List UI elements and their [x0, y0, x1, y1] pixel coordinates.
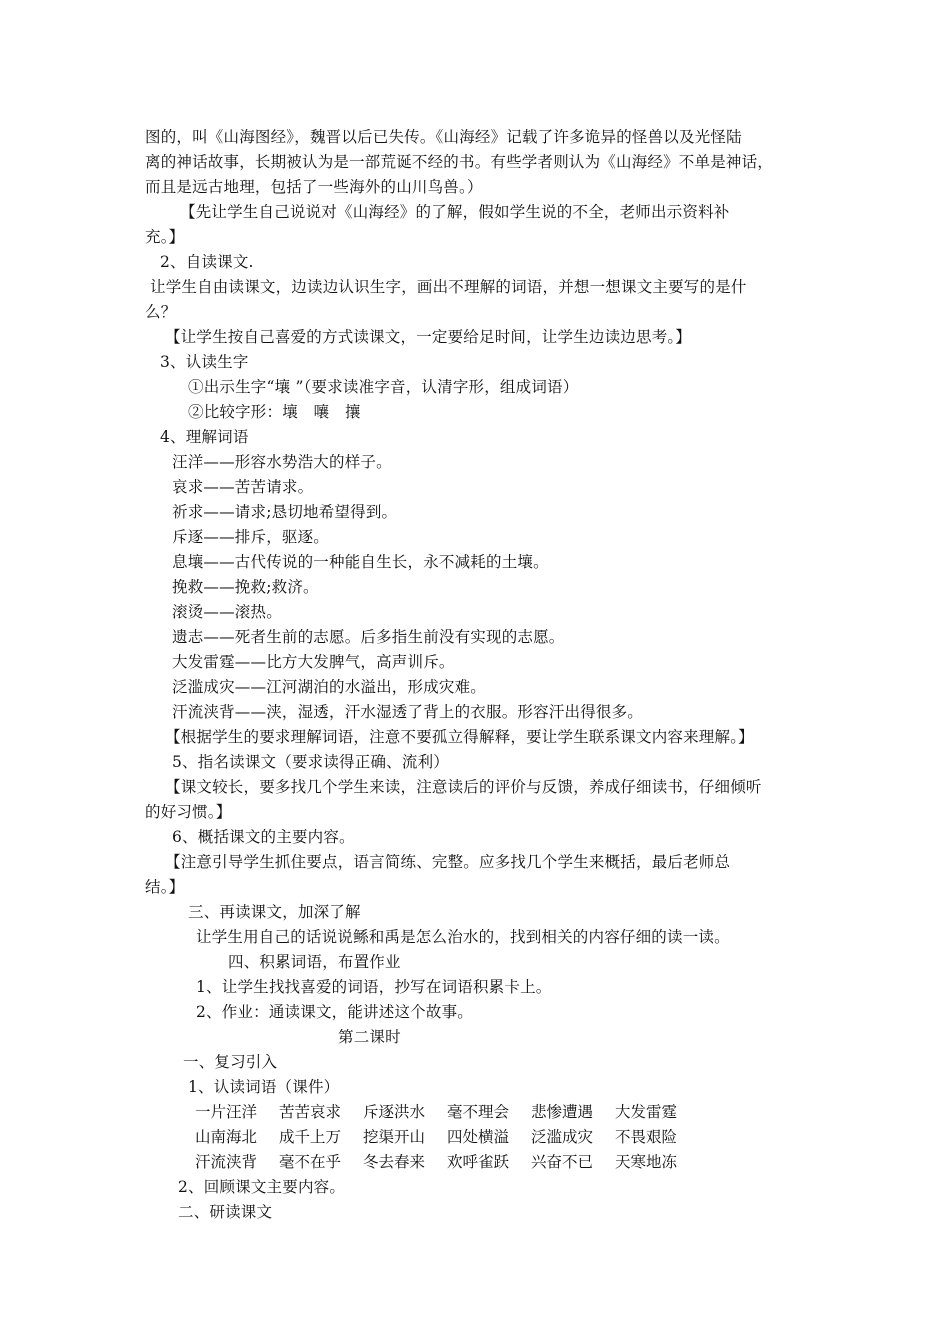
- vocab-definition: 泛滥成灾——江河湖泊的水溢出，形成灾难。: [172, 678, 487, 696]
- vocab-definition: 遗志——死者生前的志愿。后多指生前没有实现的志愿。: [172, 628, 565, 646]
- paragraph-line: ①出示生字“壤 ”（要求读准字音，认清字形，组成词语）: [188, 378, 579, 396]
- section-heading: 1、认读词语（课件）: [188, 1078, 340, 1096]
- vocab-definition: 汗流浃背——浃，湿透，汗水湿透了背上的衣服。形容汗出得很多。: [172, 703, 644, 721]
- teacher-note: 【先让学生自己说说对《山海经》的了解，假如学生说的不全，老师出示资料补: [180, 203, 730, 221]
- paragraph-line: 而且是远古地理，包括了一些海外的山川鸟兽。）: [145, 178, 483, 196]
- vocab-row: [195, 1102, 699, 1122]
- paragraph-line: 2、作业：通读课文，能讲述这个故事。: [196, 1003, 473, 1021]
- vocab-word: 斥逐洪水: [363, 1103, 426, 1121]
- vocab-definition: 汪洋——形容水势浩大的样子。: [172, 453, 392, 471]
- teacher-note: 【让学生按自己喜爱的方式读课文，一定要给足时间，让学生边读边思考。】: [165, 328, 692, 346]
- vocab-definition: 斥逐——排斥，驱逐。: [172, 528, 330, 546]
- vocab-definition: 哀求——苦苦请求。: [172, 478, 314, 496]
- paragraph-line: 图的，叫《山海图经》，魏晋以后已失传。《山海经》记载了许多诡异的怪兽以及光怪陆: [145, 128, 742, 146]
- vocab-definition: 挽救——挽救;救济。: [172, 578, 319, 596]
- section-heading: 5、指名读课文（要求读得正确、流利）: [172, 753, 449, 771]
- vocab-word: 大发雷霆: [615, 1103, 678, 1121]
- vocab-row: [195, 1127, 699, 1147]
- vocab-definition: 滚烫——滚热。: [172, 603, 282, 621]
- teacher-note: 的好习惯。】: [145, 803, 232, 821]
- vocab-word: 汗流浃背: [195, 1153, 258, 1171]
- vocab-word: 成千上万: [279, 1128, 342, 1146]
- section-heading: 3、认读生字: [160, 353, 249, 371]
- section-heading: 二、研读课文: [178, 1203, 273, 1221]
- vocab-word: 一片汪洋: [195, 1103, 258, 1121]
- paragraph-line: 让学生自由读课文，边读边认识生字，画出不理解的词语，并想一想课文主要写的是什: [150, 278, 747, 296]
- vocab-word: 毫不在乎: [279, 1153, 342, 1171]
- section-heading: 2、回顾课文主要内容。: [178, 1178, 346, 1196]
- vocab-word: 欢呼雀跃: [447, 1153, 510, 1171]
- vocab-word: 天寒地冻: [615, 1153, 678, 1171]
- teacher-note: 【根据学生的要求理解词语，注意不要孤立得解释，要让学生联系课文内容来理解。】: [165, 728, 754, 746]
- vocab-word: 不畏艰险: [615, 1128, 678, 1146]
- paragraph-line: 么？: [145, 303, 177, 321]
- vocab-word: 泛滥成灾: [531, 1128, 594, 1146]
- teacher-note: 【注意引导学生抓住要点，语言简练、完整。应多找几个学生来概括，最后老师总: [165, 853, 731, 871]
- lesson-title: 第二课时: [338, 1028, 401, 1046]
- vocab-word: 冬去春来: [363, 1153, 426, 1171]
- paragraph-line: ②比较字形：壤 嚷 攘: [188, 403, 361, 421]
- vocab-definition: 祈求——请求;恳切地希望得到。: [172, 503, 398, 521]
- vocab-word: 苦苦哀求: [279, 1103, 342, 1121]
- vocab-definition: 息壤——古代传说的一种能自生长，永不减耗的土壤。: [172, 553, 549, 571]
- vocab-word: 挖渠开山: [363, 1128, 426, 1146]
- paragraph-line: 离的神话故事，长期被认为是一部荒诞不经的书。有些学者则认为《山海经》不单是神话，: [145, 153, 774, 171]
- section-heading: 三、再读课文，加深了解: [188, 903, 361, 921]
- section-heading: 一、复习引入: [183, 1053, 278, 1071]
- vocab-row: [195, 1152, 699, 1172]
- paragraph-line: 让学生用自己的话说说鲧和禹是怎么治水的，找到相关的内容仔细的读一读。: [196, 928, 730, 946]
- vocab-word: 四处横溢: [447, 1128, 510, 1146]
- paragraph-line: 1、让学生找找喜爱的词语，抄写在词语积累卡上。: [196, 978, 552, 996]
- teacher-note: 结。】: [145, 878, 185, 896]
- section-heading: 2、自读课文.: [160, 253, 254, 271]
- section-heading: 4、理解词语: [160, 428, 249, 446]
- vocab-word: 悲惨遭遇: [531, 1103, 594, 1121]
- vocab-word: 山南海北: [195, 1128, 258, 1146]
- section-heading: 四、积累词语，布置作业: [228, 953, 401, 971]
- section-heading: 6、概括课文的主要内容。: [172, 828, 355, 846]
- vocab-word: 兴奋不已: [531, 1153, 594, 1171]
- vocab-definition: 大发雷霆——比方大发脾气，高声训斥。: [172, 653, 455, 671]
- vocab-word: 毫不理会: [447, 1103, 510, 1121]
- teacher-note: 【课文较长，要多找几个学生来读，注意读后的评价与反馈，养成仔细读书，仔细倾听: [165, 778, 762, 796]
- teacher-note: 充。】: [145, 228, 185, 246]
